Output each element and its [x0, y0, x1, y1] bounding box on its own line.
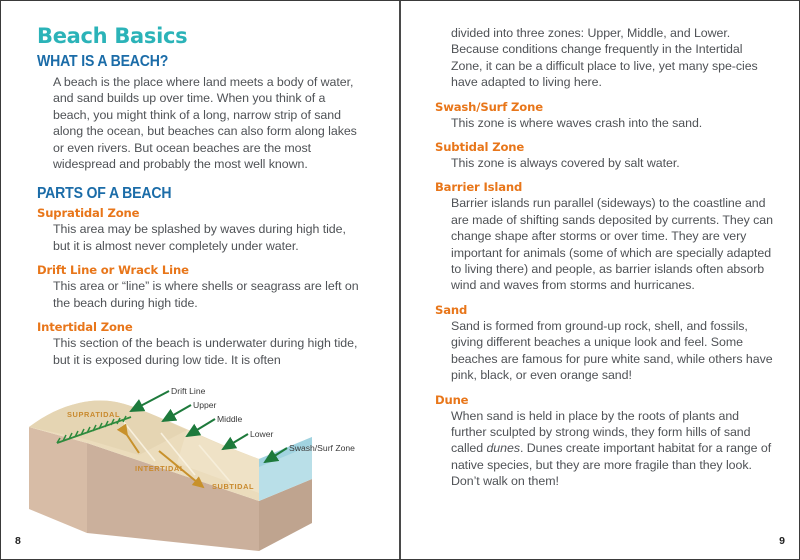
section-heading-parts-of-a-beach: PARTS OF A BEACH	[37, 185, 172, 203]
diagram-arrow-lower	[223, 434, 248, 449]
beach-zones-diagram	[27, 383, 379, 551]
term-barrier-island: Barrier Island	[435, 180, 523, 195]
term-sand: Sand	[435, 302, 468, 317]
definition-sand: Sand is formed from ground-up rock, shell, and fossils, giving different beaches a unique look and feel. Some beaches are famous for pure white sand, while others have pink, black, or even orange sand!	[451, 318, 773, 383]
diagram-arrow-upper	[163, 405, 191, 421]
diagram-callout-drift-line: Drift Line	[171, 386, 206, 396]
section-heading-what-is-a-beach: WHAT IS A BEACH?	[37, 53, 169, 71]
term-dune: Dune	[435, 392, 469, 407]
definition-dune-part1: When sand is held in place by the roots of plants and further sculpted by strong winds, they form hills of sand called	[451, 408, 751, 456]
diagram-zone-label-intertidal: INTERTIDAL	[135, 464, 185, 473]
definition-dune	[435, 408, 775, 490]
diagram-callout-middle: Middle	[217, 414, 243, 424]
definition-barrier-island: Barrier islands run parallel (sideways) to the coastline and are made of shifting sands deposited by currents. They can change shape after storms or over time. They are very important for animals (some of which are specially adapted to living there) and people, as barrier islands often absorb wind and waves from storms and hurricanes.	[451, 196, 773, 293]
definition-supratidal-zone: This area may be splashed by waves during high tide, but it is almost never completely under water.	[53, 222, 346, 253]
diagram-callout-lower: Lower	[250, 429, 274, 439]
definition-subtidal-zone: This zone is always covered by salt water.	[451, 156, 680, 171]
definition-drift-line-or-wrack-line: This area or “line” is where shells or seagrass are left on the beach during high tide.	[53, 279, 359, 310]
diagram-callout-swash-surf-zone: Swash/Surf Zone	[289, 443, 355, 453]
paragraph-what-is-a-beach: A beach is the place where land meets a body of water, and sand builds up over time. When you think of a beach, you might think of a long, narrow strip of sand along the ocean, but beaches can also form along lakes or even rivers. But ocean beaches are the most widespread and probably the most well known.	[53, 75, 357, 172]
paragraph-intertidal-continued: divided into three zones: Upper, Middle, and Lower. Because conditions change frequently in the Intertidal Zone, it can be a difficult place to live, yet many spe-cies have adapted to living here.	[451, 26, 758, 90]
term-supratidal-zone: Supratidal Zone	[37, 206, 140, 221]
diagram-arrow-middle	[187, 419, 215, 436]
page-title: Beach Basics	[37, 24, 188, 48]
definition-dune-part2: . Dunes create important habitat for a range of native species, but they are more fragile than they look. Don’t walk on them!	[451, 441, 772, 489]
term-subtidal-zone: Subtidal Zone	[435, 140, 525, 155]
definition-intertidal-zone: This section of the beach is underwater during high tide, but it is exposed during low tide. It is often	[53, 336, 358, 367]
diagram-arrow-drift-line	[131, 391, 169, 411]
term-intertidal-zone: Intertidal Zone	[37, 320, 133, 335]
definition-dune-italic-term: dunes	[486, 441, 520, 456]
diagram-zone-label-subtidal: SUBTIDAL	[212, 482, 255, 491]
term-drift-line-or-wrack-line: Drift Line or Wrack Line	[37, 263, 189, 278]
page-right	[401, 1, 799, 559]
page-number-left: 8	[15, 535, 21, 547]
definition-swash-surf-zone: This zone is where waves crash into the sand.	[451, 115, 703, 130]
term-swash-surf-zone: Swash/Surf Zone	[435, 99, 543, 114]
diagram-zone-label-supratidal: SUPRATIDAL	[67, 410, 121, 419]
page-left	[1, 1, 401, 559]
diagram-callout-upper: Upper	[193, 400, 217, 410]
page-number-right: 9	[779, 535, 785, 547]
